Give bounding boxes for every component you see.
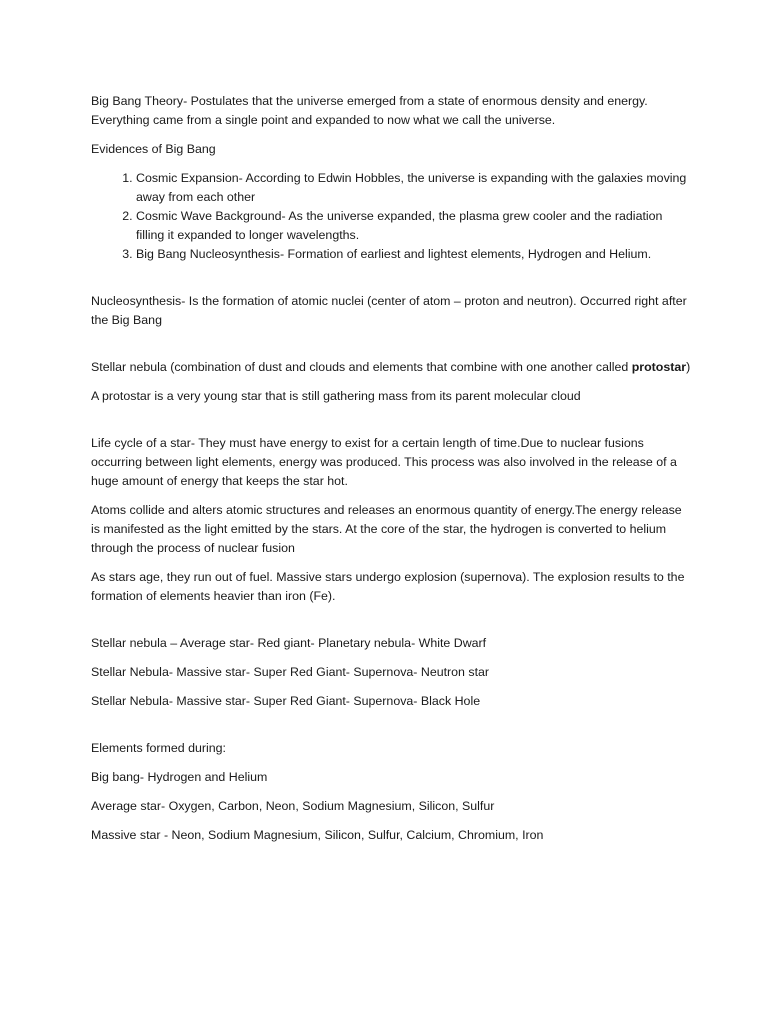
nucleosynthesis-paragraph: Nucleosynthesis- Is the formation of atomic nuclei (center of atom – proton and neutron). Occurred right after the Big Bang <box>91 294 687 327</box>
life-cycle-paragraph: Life cycle of a star- They must have energy to exist for a certain length of time.Due to nuclear fusions occurring between light elements, energy was produced. This process was also involved in the release of a huge amount of energy that keeps the star hot. <box>91 436 677 488</box>
elements-line: Average star- Oxygen, Carbon, Neon, Sodium Magnesium, Silicon, Sulfur <box>91 799 495 813</box>
evidences-list <box>91 169 691 264</box>
evidence-item: 1. Cosmic Expansion- According to Edwin Hobbles, the universe is expanding with the galaxies moving away from each other <box>136 169 691 207</box>
star-path-line: Stellar nebula – Average star- Red giant- Planetary nebula- White Dwarf <box>91 636 487 650</box>
document-page <box>91 92 691 855</box>
stellar-nebula-text: Stellar nebula (combination of dust and clouds and elements that combine with one another called <box>91 360 632 374</box>
elements-heading: Elements formed during: <box>91 741 226 755</box>
evidences-heading: Evidences of Big Bang <box>91 142 216 156</box>
elements-line: Big bang- Hydrogen and Helium <box>91 770 268 784</box>
star-path-line: Stellar Nebula- Massive star- Super Red Giant- Supernova- Neutron star <box>91 665 490 679</box>
evidence-item: 2. Cosmic Wave Background- As the universe expanded, the plasma grew cooler and the radiation filling it expanded to longer wavelengths. <box>136 207 691 245</box>
protostar-term: protostar <box>631 360 687 374</box>
protostar-paragraph: A protostar is a very young star that is still gathering mass from its parent molecular cloud <box>91 389 581 403</box>
intro-paragraph: Big Bang Theory- Postulates that the universe emerged from a state of enormous density and energy. Everything came from a single point and expanded to now what we call the universe. <box>91 94 648 127</box>
stellar-nebula-paragraph <box>91 358 691 377</box>
stars-age-paragraph: As stars age, they run out of fuel. Massive stars undergo explosion (supernova). The explosion results to the formation of elements heavier than iron (Fe). <box>91 570 685 603</box>
star-path-line: Stellar Nebula- Massive star- Super Red Giant- Supernova- Black Hole <box>91 694 481 708</box>
evidence-item: 3. Big Bang Nucleosynthesis- Formation of earliest and lightest elements, Hydrogen and Helium. <box>136 245 691 264</box>
stellar-nebula-close: ) <box>686 360 691 374</box>
elements-line: Massive star - Neon, Sodium Magnesium, Silicon, Sulfur, Calcium, Chromium, Iron <box>91 828 544 842</box>
atoms-collide-paragraph: Atoms collide and alters atomic structures and releases an enormous quantity of energy.The energy release is manifested as the light emitted by the stars. At the core of the star, the hydrogen is converted to helium through the process of nuclear fusion <box>91 503 682 555</box>
